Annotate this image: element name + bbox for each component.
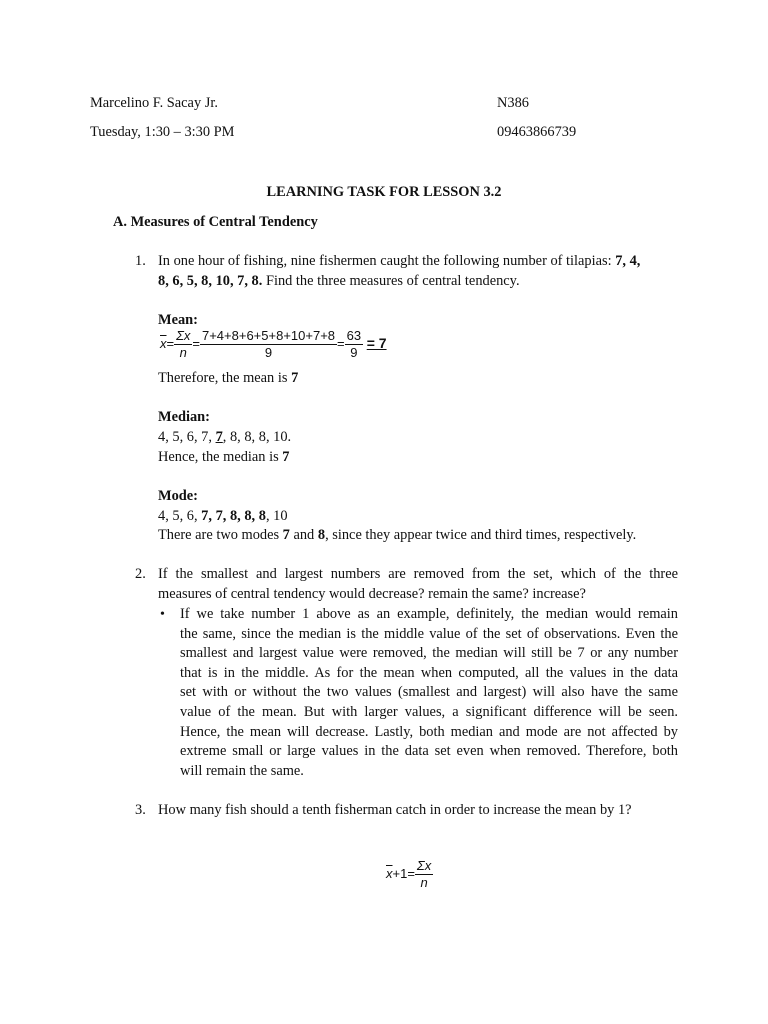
q3-formula-fraction — [415, 858, 433, 891]
answer-line: smallest and largest value were removed, the median will still be 7 or any number — [180, 645, 678, 662]
q3-formula-denominator: n — [420, 875, 428, 890]
question-2-answer — [180, 605, 678, 781]
student-name: Marcelino F. Sacay Jr. — [90, 95, 218, 111]
mean-conclusion — [158, 369, 298, 389]
mean-label: Mean: — [158, 312, 198, 328]
bullet-icon: • — [160, 607, 165, 622]
section-code: N386 — [497, 95, 529, 111]
mean-conclusion-text: Therefore, the mean is — [158, 370, 292, 386]
median-conclusion-text: Hence, the median is — [158, 449, 283, 465]
mean-formula-eq2: = — [192, 335, 200, 351]
mean-formula-result: = 7 — [366, 334, 387, 351]
mean-formula-total-numerator: 63 — [346, 328, 362, 343]
mode-list — [158, 507, 288, 527]
mode-conclusion-b: 7 — [282, 527, 290, 543]
q3-formula-numerator: Σx — [416, 858, 432, 873]
question-1-text — [158, 252, 678, 291]
mean-formula-values-denominator: 9 — [264, 345, 273, 360]
question-1-data-a: 7, 4, — [615, 253, 641, 269]
class-schedule: Tuesday, 1:30 – 3:30 PM — [90, 124, 235, 140]
mean-formula-sum-denominator: n — [179, 345, 187, 360]
mean-formula-total-denominator: 9 — [350, 345, 358, 360]
mean-formula — [160, 328, 387, 361]
mean-formula-eq1: = — [166, 335, 175, 351]
median-conclusion-value: 7 — [282, 449, 290, 465]
question-1-text-b: Find the three measures of central tendency. — [262, 272, 520, 289]
q3-formula-xbar: $\overline{x}$ — [386, 865, 393, 881]
median-conclusion — [158, 448, 289, 468]
mean-conclusion-value: 7 — [291, 370, 299, 386]
mean-formula-values-numerator: 7+4+8+6+5+8+10+7+8 — [201, 328, 336, 343]
answer-lines — [180, 605, 678, 781]
q3-formula-plus-one: +1= — [392, 865, 415, 881]
mean-formula-sum-numerator: Σx — [176, 328, 191, 343]
answer-line: will remain the same. — [180, 762, 304, 779]
question-2-number: 2. — [135, 566, 146, 582]
question-1-data-b: 8, 6, 5, 8, 10, 7, 8. — [158, 272, 263, 289]
section-heading: A. Measures of Central Tendency — [113, 214, 318, 230]
question-1-text-a: In one hour of fishing, nine fishermen caught the following number of tilapias: — [158, 253, 616, 269]
mode-conclusion-e: , since they appear twice and third times, respectively. — [325, 527, 637, 543]
mode-list-end: , 10 — [265, 508, 288, 524]
median-label: Median: — [158, 409, 210, 425]
mean-formula-values-fraction — [200, 328, 337, 361]
mode-list-highlighted: 7, 7, 8, 8, 8 — [201, 508, 266, 524]
mode-label: Mode: — [158, 488, 198, 504]
mode-list-start: 4, 5, 6, — [158, 508, 202, 524]
answer-line: If we take number 1 above as an example, definitely, the median would remain — [180, 606, 678, 622]
median-list-start: 4, 5, 6, 7, — [158, 429, 216, 445]
answer-line: value of the mean. But with larger values, a significant difference will be seen. — [180, 703, 678, 720]
question-2-line-1: If the smallest and largest numbers are removed from the set, which of the three — [158, 566, 678, 582]
mode-conclusion-c: and — [289, 527, 318, 543]
median-ordered-list — [158, 428, 291, 448]
median-list-end: , 8, 8, 8, 10. — [222, 429, 292, 445]
document-title: LEARNING TASK FOR LESSON 3.2 — [266, 184, 502, 200]
mean-formula-eq3: = — [337, 335, 345, 351]
mode-conclusion-a: There are two modes — [158, 527, 283, 543]
answer-line: extreme small or large values in the data set even when removed. Therefore, both — [180, 743, 678, 760]
question-3-text: How many fish should a tenth fisherman catch in order to increase the mean by 1? — [158, 802, 632, 818]
question-2-line-2: measures of central tendency would decrease? remain the same? increase? — [158, 586, 586, 602]
question-3-number: 3. — [135, 802, 146, 818]
answer-line: the same, since the median is the middle value of the set of observations. Even the — [180, 625, 678, 642]
mode-conclusion — [158, 526, 636, 546]
question-1-number: 1. — [135, 253, 146, 269]
mean-formula-xbar: $\overline{x}$ — [160, 335, 167, 351]
answer-line: Hence, the mean will decrease. Lastly, both median and mode are not affected by — [180, 723, 678, 740]
answer-line: that is in the middle. As for the mean when computed, all the values in the data — [180, 664, 678, 681]
question-3-formula — [386, 858, 433, 891]
mode-conclusion-d: 8 — [317, 527, 326, 543]
mean-formula-sum-fraction — [174, 328, 192, 361]
mean-formula-total-fraction — [345, 328, 363, 361]
phone-number: 09463866739 — [497, 124, 577, 140]
answer-line: set with or without the two values (smallest and largest) will also have the same — [180, 684, 678, 701]
median-list-middle-value: 7 — [215, 429, 223, 445]
